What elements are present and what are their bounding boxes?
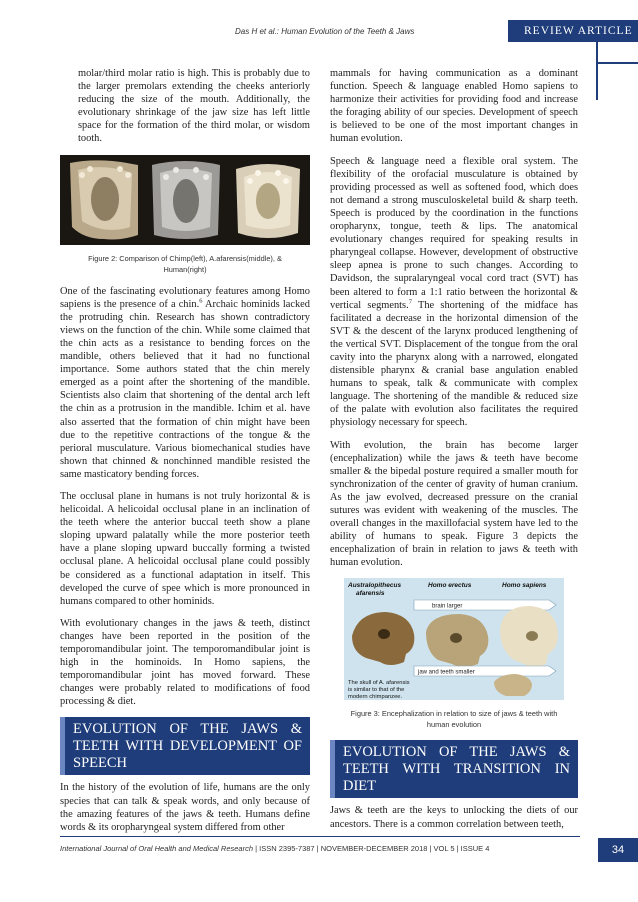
figure-3-caption — [330, 708, 578, 730]
figure-3-caption-line2: human evolution — [426, 720, 482, 730]
section-heading-speech: EVOLUTION OF THE JAWS & TEETH WITH DEVELOPMENT OF SPEECH — [60, 717, 310, 775]
figure-2-skull-comparison — [60, 155, 310, 245]
citation-6: 6 — [199, 297, 203, 305]
running-title: Das H et al.: Human Evolution of the Teeth & Jaws — [235, 27, 415, 36]
paragraph-tmj: With evolutionary changes in the jaws & teeth, distinct changes have been reported in the position of the temporomandibular joint. The temporomandibular joint is high in the hominoids. In Homo sapiens, the temporomandibular joint has moved forward. These changes were probably related to modifications of food processing & diet. — [60, 617, 310, 708]
paragraph-chin-text-b: Archaic hominids lacked the protruding chin. Research has shown contradictory views on the function of the chin. While some claimed that the chin acts as a resistance to bending forces on the mandible, others believed that it had no functional importance. Some authors stated that the chin merely emerged as a point after the shortening of the mandible. Scientists also claim that shortening of the dental arch left the chin as a protrusion in the mandible. Ichim et al. have also asserted that the formation of chin might have been due to the repetitive contractions of the tongue & the perioral musculature. Various biomechanical studies have shown that chinned & nonchinned mandible resisted the same masticatory bending forces. — [60, 298, 310, 480]
arrow-jaw-label: jaw and teeth smaller — [418, 669, 475, 676]
paragraph-brain-encephalization: With evolution, the brain has become larger (encephalization) while the jaws & teeth have become smaller & the bipedal posture required a smaller mouth for synchronization of the center of gravity of human cranium. As the jaw evolved, decreased pressure on the cranial sutures was evident with weakening of the muscles. The overall changes in the maxillofacial system have led to the ability of humans to speak. Figure 3 depicts the encephalization of brain in relation to jaws & teeth with human evolution. — [330, 439, 578, 569]
page-number: 34 — [598, 838, 638, 862]
section-heading-diet: EVOLUTION OF THE JAWS & TEETH WITH TRANSITION IN DIET — [330, 740, 578, 798]
label-homo-sapiens: Homo sapiens — [502, 582, 547, 590]
figure-2-caption — [60, 253, 310, 275]
chimp-palate — [70, 160, 138, 239]
figure-3-encephalization — [344, 578, 564, 700]
header-decoration-vertical — [596, 42, 598, 100]
note-line3: modern chimpanzee. — [348, 694, 403, 701]
label-homo-erectus: Homo erectus — [428, 582, 472, 590]
figure-3-caption-line1: Figure 3: Encephalization in relation to size of jaws & teeth with — [350, 709, 558, 719]
paragraph-diet-start: Jaws & teeth are the keys to unlocking the diets of our ancestors. There is a common correlation between teeth, — [330, 805, 578, 830]
footer — [60, 844, 580, 853]
citation-7: 7 — [408, 298, 412, 306]
paragraph-oral-system — [330, 155, 578, 430]
header-decoration-horizontal — [596, 62, 638, 64]
left-column — [60, 67, 310, 843]
figure-2-caption-line2: Human(right) — [163, 264, 207, 274]
paragraph-speech-start: In the history of the evolution of life, humans are the only species that can talk & speak words, and only because of the amazing features of the jaws & teeth. Humans define words & its oropharyngeal system differed from other — [60, 782, 310, 833]
label-afarensis: afarensis — [356, 590, 385, 598]
paragraph-chin — [60, 285, 310, 481]
paragraph-chin-text-a: One of the fascinating evolutionary features among Homo sapiens is the presence of a chin. — [60, 285, 310, 310]
paragraph-molar-ratio: molar/third molar ratio is high. This is probably due to the larger premolars extending the cheeks anteriorly reducing the size of the mouth. Additionally, the evolutionary shrinkage of the jaw size has left little space for the formation of the third molar, or wisdom tooth. — [78, 68, 310, 145]
footer-rule — [60, 836, 580, 837]
right-column — [330, 67, 578, 840]
afarensis-palate — [152, 161, 220, 239]
arrow-brain-label: brain larger — [432, 603, 463, 610]
article-type-badge: REVIEW ARTICLE — [508, 20, 638, 42]
human-palate — [236, 164, 300, 238]
arrow-jaw-teeth-smaller — [414, 666, 556, 676]
paragraph-occlusal-plane: The occlusal plane in humans is not truly horizontal & is helicoidal. A helicoidal occlusal plane in an inclination of the teeth where the anterior buccal teeth show a plane sloping upward palatally while the more posterior teeth have a plane sloping upward buccally forming a twisted occlusal plane. A helicoidal occlusal plane could possibly be considered as a functional adaptation in itself. This developed the curve of spee which is more pronounced in humans compared to other hominids. — [60, 490, 310, 607]
skull-chimp-small — [494, 674, 532, 696]
note-line2: is similar to that of the — [348, 687, 405, 694]
figure-2-caption-line1: Figure 2: Comparison of Chimp(left), A.afarensis(middle), & — [88, 253, 282, 263]
note-line1: The skull of A. afarensis — [348, 680, 410, 687]
paragraph-oral-text-a: Speech & language need a flexible oral system. The flexibility of the orofacial musculature is obtained by providing processed as well as softened food, which does not demand a strong musculoskeletal build & sharp teeth. Speech is produced by the coordination in the functions oropharynx, tongue, teeth & lips. The anatomical evolutionary changes required for speaking results in pharyngeal collapse. However, development of obstructive sleep apnea is prone to such changes. According to Davidson, the supralaryngeal vocal cord tract (SVT) has been altered to form a 1:1 ratio between the horizontal & vertical segments. — [330, 155, 578, 311]
footer-journal-name: International Journal of Oral Health and Medical Research — [60, 844, 254, 853]
paragraph-oral-text-b: The shortening of the midface has facilitated a decrease in the horizontal dimension of the SVT & the descent of the larynx produced lengthening of the vertical SVT. Displacement of the tongue from the oral cavity into the pharynx along with a narrowed, elongated distensible pharynx & cranial base angulation enabled humans to speak, talk & communicate with complex language. The shortening of the mandible & reduced size of the palate with evolution also facilitates the required physiology necessary for speech. — [330, 299, 578, 429]
footer-issue-details: | ISSN 2395-7387 | NOVEMBER-DECEMBER 2018 | VOL 5 | ISSUE 4 — [253, 844, 490, 853]
paragraph-mammals: mammals for having communication as a dominant function. Speech & language enabled Homo sapiens to harmonize their activities for providing food and increase the foraging ability of our species. Development of speech is believed to be one of the most important changes in human evolution. — [330, 68, 578, 145]
label-australopithecus: Australopithecus — [348, 582, 402, 590]
